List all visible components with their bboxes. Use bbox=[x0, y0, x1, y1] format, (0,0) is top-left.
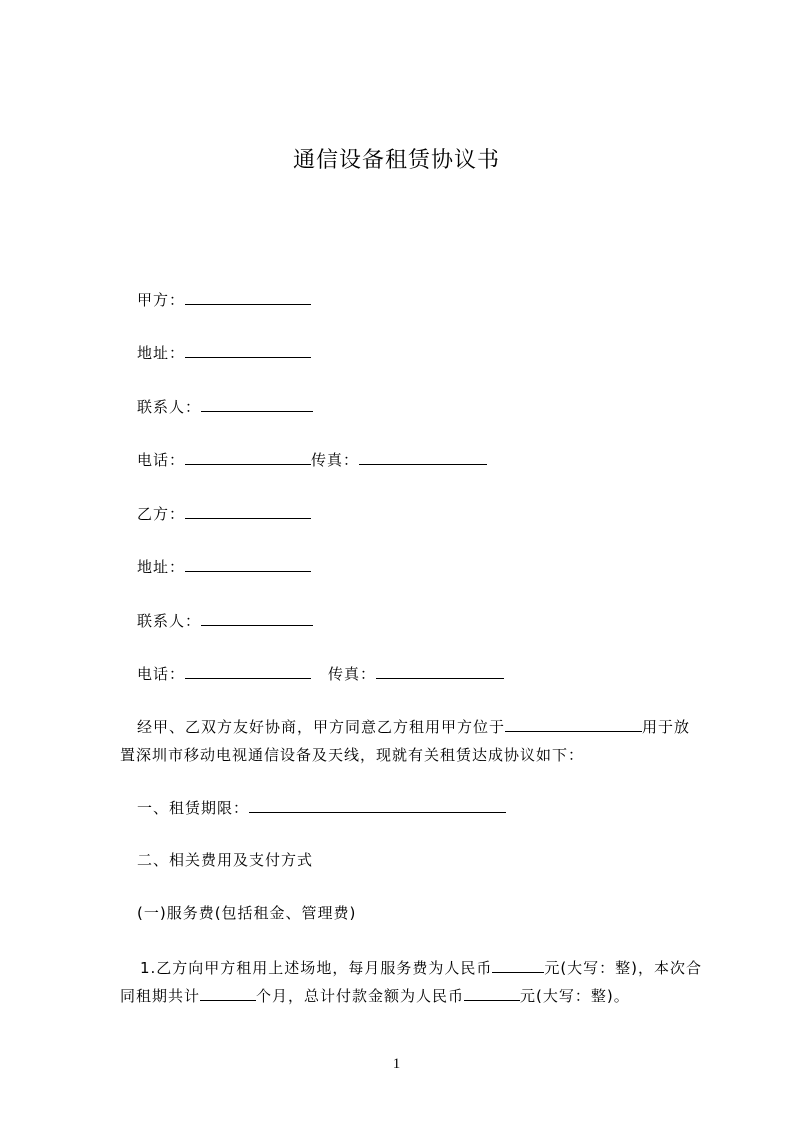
label: 联系人： bbox=[137, 612, 202, 630]
item-1-line-2 bbox=[120, 986, 630, 1006]
party-b-name-line bbox=[137, 504, 311, 524]
party-a-phone-line bbox=[137, 450, 487, 470]
blank-field bbox=[185, 557, 311, 572]
label: 电话： bbox=[137, 451, 186, 469]
text: 用于放 bbox=[642, 718, 691, 736]
party-b-phone-line bbox=[137, 664, 504, 684]
blank-field bbox=[185, 343, 311, 358]
label: 传真： bbox=[328, 665, 377, 683]
party-b-address-line bbox=[137, 557, 311, 577]
text: 1.乙方向甲方租用上述场地，每月服务费为人民币 bbox=[140, 959, 493, 977]
intro-line-1 bbox=[137, 717, 690, 737]
label: 传真： bbox=[311, 451, 360, 469]
text: 同租期共计 bbox=[120, 987, 201, 1005]
blank-field bbox=[492, 958, 544, 973]
blank-field bbox=[505, 717, 642, 732]
text: 元(大写：整)。 bbox=[520, 987, 630, 1005]
label: 甲方： bbox=[137, 291, 186, 309]
blank-field bbox=[185, 450, 311, 465]
intro-line-2: 置深圳市移动电视通信设备及天线，现就有关租赁达成协议如下： bbox=[120, 746, 585, 764]
blank-field bbox=[200, 986, 256, 1001]
page-number: 1 bbox=[392, 1056, 401, 1072]
party-a-name-line bbox=[137, 290, 311, 310]
document-title: 通信设备租赁协议书 bbox=[292, 148, 500, 173]
text: 元(大写：整)，本次合 bbox=[544, 959, 703, 977]
text: 经甲、乙双方友好协商，甲方同意乙方租用甲方位于 bbox=[137, 718, 506, 736]
blank-field bbox=[201, 611, 313, 626]
party-a-address-line bbox=[137, 343, 311, 363]
blank-field bbox=[359, 450, 487, 465]
blank-field bbox=[201, 397, 313, 412]
blank-field bbox=[464, 986, 520, 1001]
blank-field bbox=[376, 664, 504, 679]
text: 个月，总计付款金额为人民币 bbox=[256, 987, 465, 1005]
party-b-contact-line bbox=[137, 611, 313, 631]
subsection-1-heading: (一)服务费(包括租金、管理费) bbox=[137, 904, 357, 922]
blank-field bbox=[185, 504, 311, 519]
blank-field bbox=[249, 798, 506, 813]
party-a-contact-line bbox=[137, 397, 313, 417]
label: 电话： bbox=[137, 665, 186, 683]
blank-field bbox=[185, 664, 311, 679]
blank-field bbox=[185, 290, 311, 305]
label: 地址： bbox=[137, 558, 186, 576]
label: 乙方： bbox=[137, 505, 186, 523]
section-2-heading: 二、相关费用及支付方式 bbox=[137, 851, 314, 869]
label: 地址： bbox=[137, 344, 186, 362]
label: 联系人： bbox=[137, 398, 202, 416]
section-heading: 一、租赁期限： bbox=[137, 799, 250, 817]
item-1-line-1 bbox=[140, 958, 702, 978]
section-1-line bbox=[137, 798, 506, 818]
